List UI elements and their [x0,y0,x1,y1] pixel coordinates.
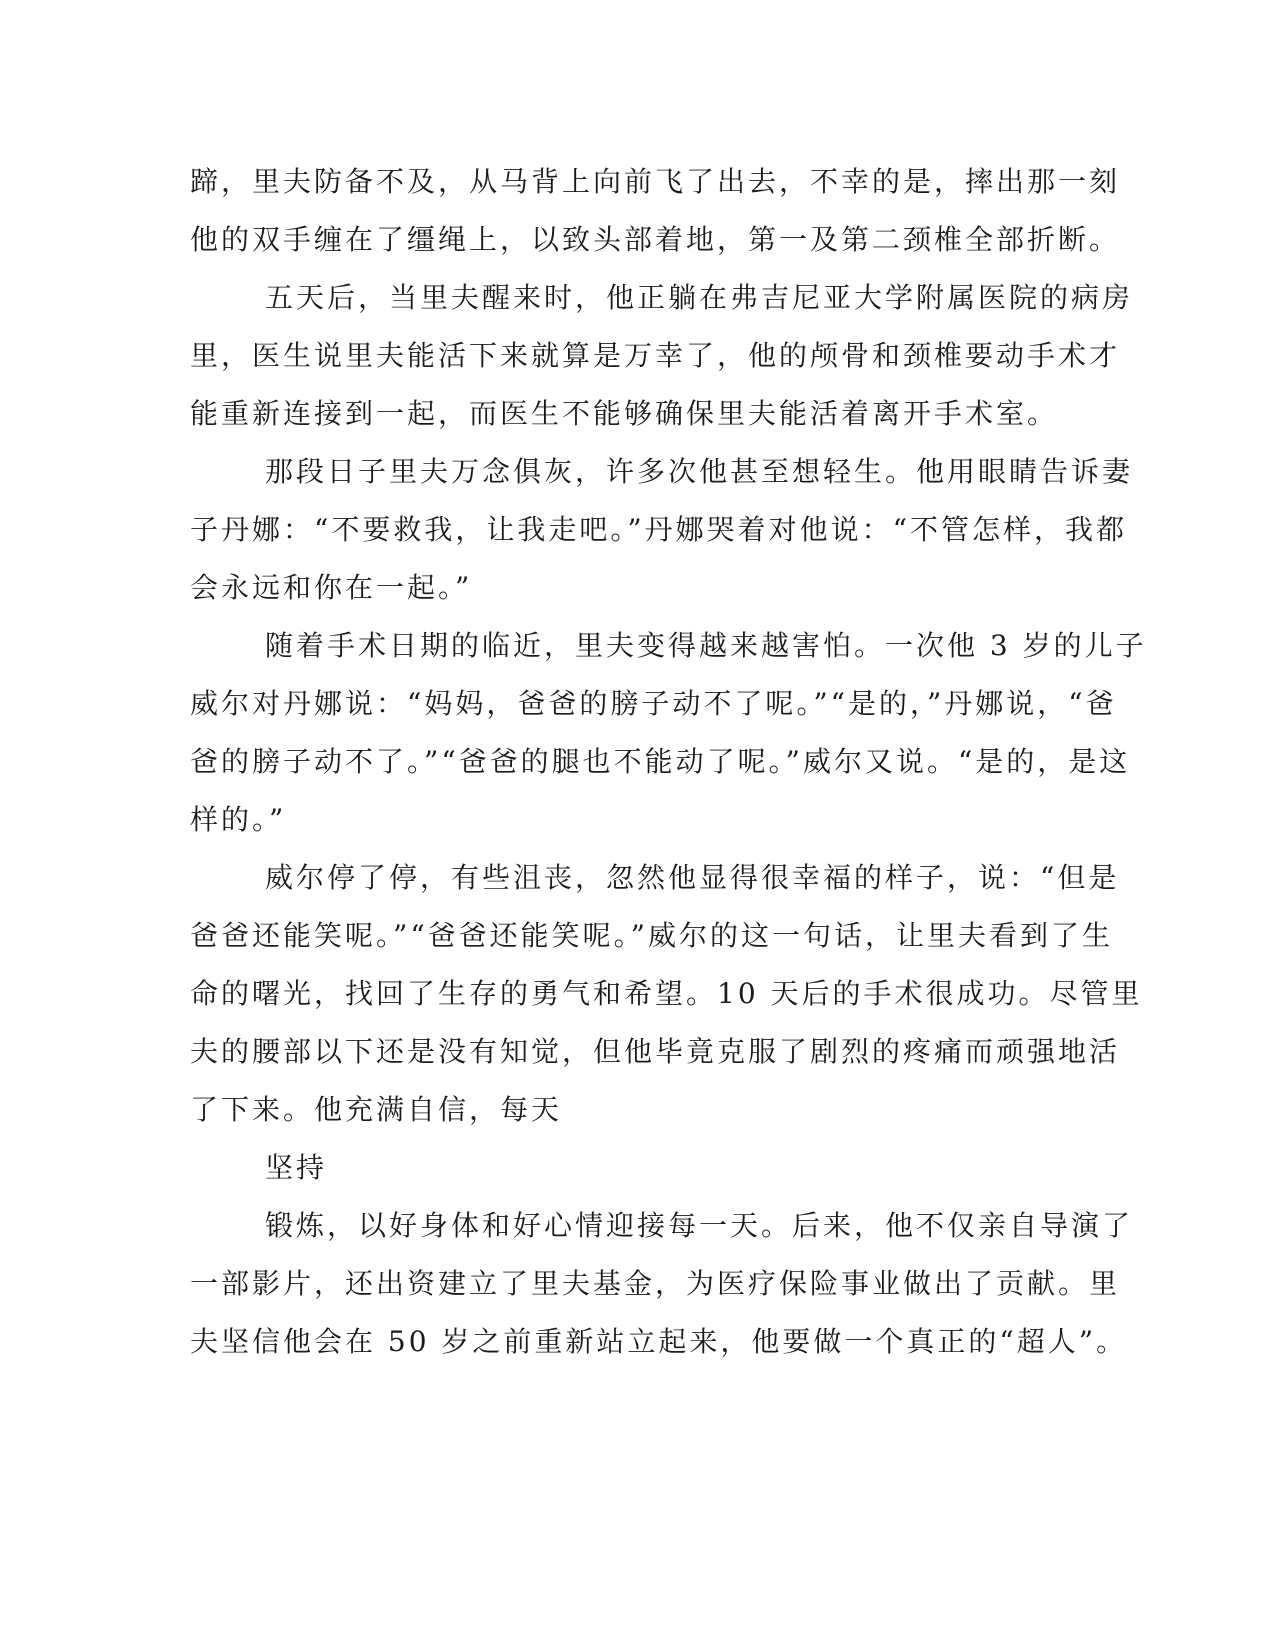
text-line: 样的。” [190,803,287,836]
text-line: 一部影片，还出资建立了里夫基金，为医疗保险事业做出了贡献。里 [190,1267,1121,1300]
text-line: 爸的膀子动不了。”“爸爸的腿也不能动了呢。”威尔又说。“是的，是这 [190,745,1131,778]
text-line: 命的曙光，找回了生存的勇气和希望。10 天后的手术很成功。尽管里 [190,977,1143,1010]
paragraph-start: 那段日子里夫万念俱灰，许多次他甚至想轻生。他用眼睛告诉妻 [265,455,1134,488]
text-line: 能重新连接到一起，而医生不能够确保里夫能活着离开手术室。 [190,397,1059,430]
text-line: 蹄，里夫防备不及，从马背上向前飞了出去，不幸的是，摔出那一刻 [190,165,1121,198]
paragraph-start: 五天后，当里夫醒来时，他正躺在弗吉尼亚大学附属医院的病房 [265,281,1134,314]
text-line: 夫坚信他会在 50 岁之前重新站立起来，他要做一个真正的“超人”。 [190,1325,1128,1358]
text-line: 夫的腰部以下还是没有知觉，但他毕竟克服了剧烈的疼痛而顽强地活 [190,1035,1121,1068]
text-line: 他的双手缠在了缰绳上，以致头部着地，第一及第二颈椎全部折断。 [190,223,1121,256]
paragraph-start: 威尔停了停，有些沮丧，忽然他显得很幸福的样子，说：“但是 [265,861,1120,894]
text-line: 会永远和你在一起。” [190,571,473,604]
text-line: 爸爸还能笑呢。”“爸爸还能笑呢。”威尔的这一句话，让里夫看到了生 [190,919,1113,952]
text-line: 子丹娜：“不要救我，让我走吧。”丹娜哭着对他说：“不管怎样，我都 [190,513,1127,546]
paragraph-start: 随着手术日期的临近，里夫变得越来越害怕。一次他 3 岁的儿子 [265,629,1147,662]
paragraph-start: 锻炼，以好身体和好心情迎接每一天。后来，他不仅亲自导演了 [265,1209,1134,1242]
paragraph-start: 坚持 [265,1151,328,1184]
text-line: 里，医生说里夫能活下来就算是万幸了，他的颅骨和颈椎要动手术才 [190,339,1121,372]
text-line: 了下来。他充满自信，每天 [190,1093,563,1126]
text-line: 威尔对丹娜说：“妈妈，爸爸的膀子动不了呢。”“是的，”丹娜说，“爸 [190,687,1117,720]
